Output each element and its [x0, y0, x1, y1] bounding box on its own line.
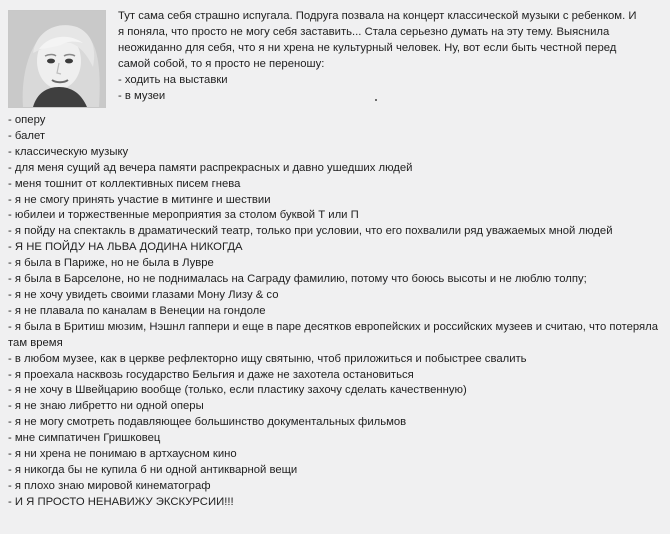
list-item: - оперу [8, 114, 46, 126]
post-list [8, 113, 664, 511]
intro-line: самой собой, то я просто не переношу: [118, 57, 325, 70]
list-item: - юбилеи и торжественные мероприятия за столом буквой Т или П [8, 209, 359, 222]
intro-line: - в музеи [118, 89, 166, 102]
stray-dot [375, 99, 377, 101]
list-item: - в любом музее, как в церкве рефлекторно ищу святыню, чтоб приложиться и побыстрее свалить [8, 352, 527, 365]
intro-line: Тут сама себя страшно испугала. Подруга позвала на концерт классической музыки с ребенком. И [118, 10, 637, 22]
woman-portrait-photo-icon [9, 11, 105, 107]
list-item: - я никогда бы не купила б ни одной антикварной вещи [8, 463, 298, 476]
list-item: - балет [8, 129, 46, 142]
list-item: - я не смогу принять участие в митинге и шествии [8, 193, 271, 206]
list-item: - для меня сущий ад вечера памяти распрекрасных и давно ушедших людей [8, 161, 413, 174]
list-item: - я ни хрена не понимаю в артхаусном кино [8, 448, 237, 461]
list-item: - я не знаю либретто ни одной оперы [8, 400, 204, 413]
list-item: - классическую музыку [8, 145, 129, 158]
intro-line: - ходить на выставки [118, 73, 228, 86]
author-avatar[interactable] [8, 10, 106, 108]
list-item: - я была в Париже, но не была в Лувре [8, 257, 214, 270]
list-item: - меня тошнит от коллективных писем гнева [8, 177, 241, 190]
list-item: - я не могу смотреть подавляющее большинство документальных фильмов [8, 416, 407, 429]
list-item: - я пойду на спектакль в драматический театр, только при условии, что его похвалили ряд уважаемых мной людей [8, 225, 613, 238]
list-item: - я была в Бритиш мюзим, Нэшнл гаппери и еще в паре десятков европейских и российских музеев и считаю, что потерялa там время [8, 320, 658, 349]
list-item: - И Я ПРОСТО НЕНАВИЖУ ЭКСКУРСИИ!!! [8, 495, 234, 508]
list-item: - я плохо знаю мировой кинематограф [8, 479, 211, 492]
list-item: - я не плавала по каналам в Венеции на гондоле [8, 304, 266, 317]
list-item: - Я НЕ ПОЙДУ НА ЛЬВА ДОДИНА НИКОГДА [8, 241, 243, 254]
list-item: - я была в Барселоне, но не поднималась на Саграду фамилию, потому что боюсь высоты и не люблю толпу; [8, 273, 587, 286]
list-item: - я проехала насквозь государство Бельгия и даже не захотела остановиться [8, 368, 414, 381]
intro-line: неожиданно для себя, что я ни хрена не культурный человек. Ну, вот если быть честной перед [118, 41, 617, 54]
post-intro [118, 9, 666, 104]
list-item: - я не хочу увидеть своими глазами Мону Лизу & со [8, 288, 279, 301]
intro-line: я поняла, что просто не могу себя заставить... Стала серьезно думать на эту тему. Выяснила [118, 25, 610, 38]
list-item: - мне симпатичен Гришковец [8, 432, 161, 445]
list-item: - я не хочу в Швейцарию вообще (только, если пластику захочу сделать качественную) [8, 384, 467, 397]
